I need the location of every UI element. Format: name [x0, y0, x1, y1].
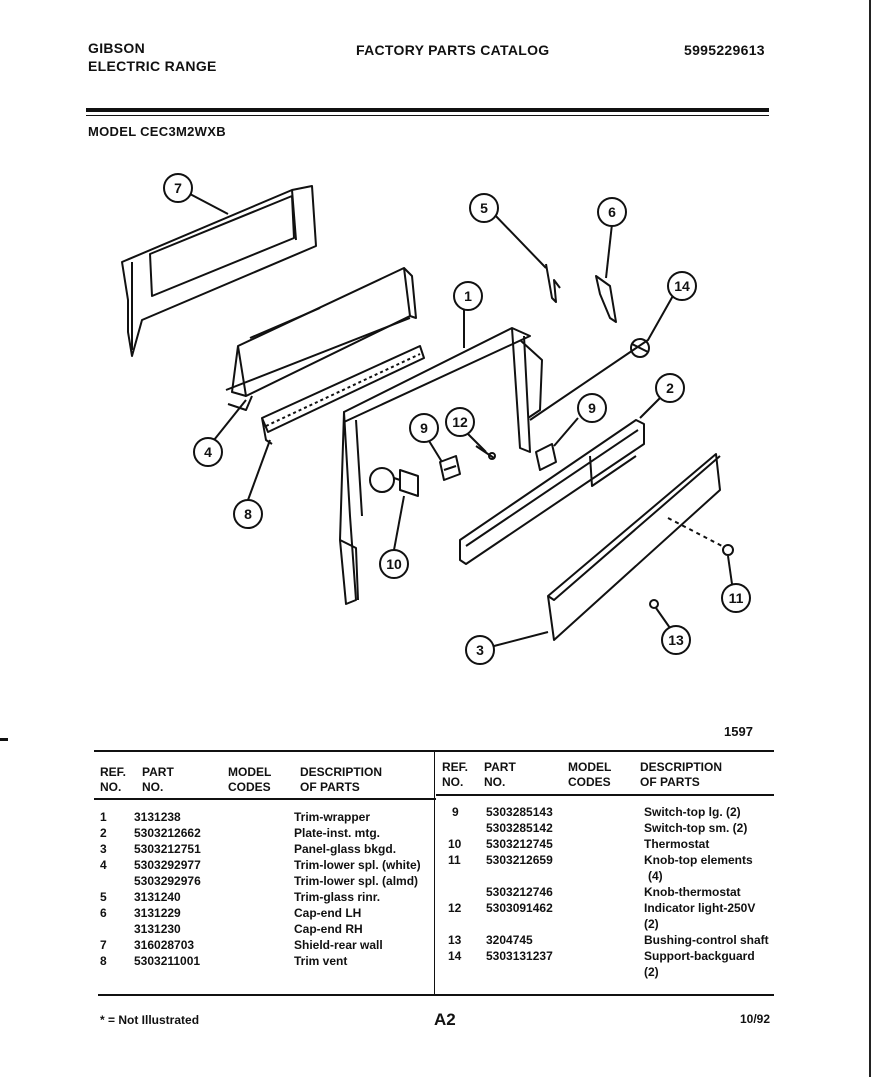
table-row: 4 5303292977 Trim-lower spl. (white)	[100, 858, 421, 872]
part-cap-end	[596, 276, 616, 322]
catalog-title: FACTORY PARTS CATALOG	[356, 42, 550, 58]
callout-3: 3	[476, 642, 484, 658]
right-header-codes: MODEL CODES	[568, 760, 612, 789]
right-header-ref: REF. NO.	[442, 760, 469, 789]
table-row: 5 3131240 Trim-glass rinr.	[100, 890, 381, 904]
right-header-desc: DESCRIPTION OF PARTS	[640, 760, 723, 789]
scan-mark	[0, 738, 8, 741]
table-row: (2)	[644, 917, 659, 931]
callout-14: 14	[674, 278, 690, 294]
table-row: 6 3131229 Cap-end LH	[100, 906, 362, 920]
table-head-rule-right	[436, 794, 774, 796]
callout-7: 7	[174, 180, 182, 196]
table-row: 7 316028703 Shield-rear wall	[100, 938, 383, 952]
table-row: 11 5303212659 Knob-top elements	[448, 853, 753, 867]
right-header-part: PART NO.	[484, 760, 516, 789]
callout-13: 13	[668, 632, 684, 648]
table-row: 5303212746 Knob-thermostat	[486, 885, 741, 899]
left-header-codes: MODEL CODES	[228, 765, 272, 794]
callout-11: 11	[728, 590, 744, 606]
table-head-rule-left	[94, 798, 436, 800]
table-row: 8 5303211001 Trim vent	[100, 954, 348, 968]
part-thermostat	[370, 468, 418, 496]
table-row: 3 5303212751 Panel-glass bkgd.	[100, 842, 397, 856]
table-row: 9 5303285143 Switch-top lg. (2)	[452, 805, 741, 819]
part-plate-inst-mtg	[460, 420, 644, 564]
model-number: MODEL CEC3M2WXB	[88, 124, 226, 139]
table-row: 13 3204745 Bushing-control shaft	[448, 933, 769, 947]
table-row: 10 5303212745 Thermostat	[448, 837, 710, 851]
part-trim-glass-rinr	[546, 264, 560, 302]
part-panel-glass-bkgd	[548, 454, 720, 640]
table-row: 3131230 Cap-end RH	[134, 922, 363, 936]
table-row: 1 3131238 Trim-wrapper	[100, 810, 371, 824]
callout-12: 12	[452, 414, 468, 430]
callout-4: 4	[204, 444, 212, 460]
page-number: A2	[434, 1010, 456, 1029]
scan-edge	[869, 0, 871, 1077]
table-row: (2)	[644, 965, 659, 979]
part-switch-top-left	[440, 456, 460, 480]
table-row: 5303285142 Switch-top sm. (2)	[486, 821, 748, 835]
part-trim-lower-spl	[226, 268, 416, 410]
part-bushing	[650, 600, 658, 608]
table-bottom-rule	[98, 994, 774, 996]
table-row: 12 5303091462 Indicator light-250V	[448, 901, 756, 915]
left-parts-list	[100, 809, 434, 969]
footer-note: * = Not Illustrated	[100, 1013, 200, 1027]
part-shield-rear-wall	[122, 186, 316, 356]
callout-9a: 9	[420, 420, 428, 436]
callout-2: 2	[666, 380, 674, 396]
table-row: 14 5303131237 Support-backguard	[448, 949, 755, 963]
callout-9b: 9	[588, 400, 596, 416]
callout-5: 5	[480, 200, 488, 216]
table-divider	[434, 750, 435, 994]
callout-1: 1	[464, 288, 472, 304]
product-name: ELECTRIC RANGE	[88, 58, 217, 74]
table-row: (4)	[648, 869, 663, 883]
callout-10: 10	[386, 556, 402, 572]
figure-number: 1597	[724, 724, 753, 739]
part-switch-top-right	[536, 444, 556, 470]
part-knob-top	[668, 518, 733, 555]
brand-name: GIBSON	[88, 40, 146, 56]
callout-8: 8	[244, 506, 252, 522]
left-header-desc: DESCRIPTION OF PARTS	[300, 765, 383, 794]
left-header-part: PART NO.	[142, 765, 174, 794]
callout-6: 6	[608, 204, 616, 220]
table-row: 2 5303212662 Plate-inst. mtg.	[100, 826, 381, 840]
footer-date: 10/92	[740, 1012, 771, 1026]
right-parts-list	[442, 804, 774, 980]
table-row: 5303292976 Trim-lower spl. (almd)	[134, 874, 419, 888]
left-header-ref: REF. NO.	[100, 765, 127, 794]
catalog-number: 5995229613	[684, 42, 765, 58]
